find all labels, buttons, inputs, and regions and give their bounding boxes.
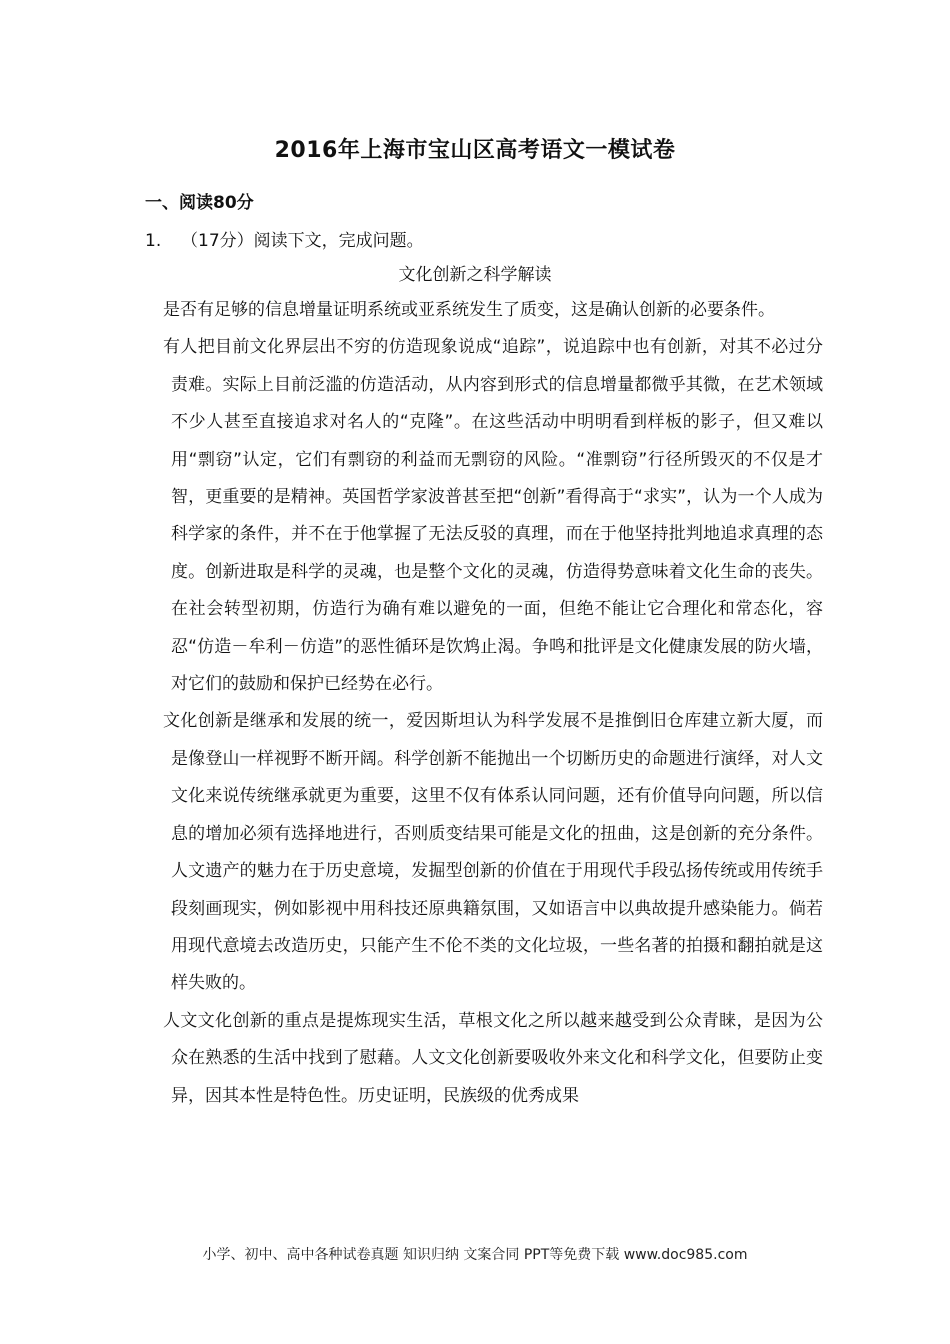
article-body — [163, 292, 823, 1115]
question-line — [145, 226, 424, 251]
article-title: 文化创新之科学解读 — [398, 265, 552, 285]
article-paragraph: 有人把目前文化界层出不穷的仿造现象说成“追踪”，说追踪中也有创新，对其不必过分责难。实际上目前泛滥的仿造活动，从内容到形式的信息增量都微乎其微，在艺术领域不少人甚至直接追求对名人的“克隆”。在这些活动中明明看到样板的影子，但又难以用“剽窃”认定，它们有剽窃的利益而无剽窃的风险。“准剽窃”行径所毁灭的不仅是才智，更重要的是精神。英国哲学家波普甚至把“创新”看得高于“求实”，认为一个人成为科学家的条件，并不在于他掌握了无法反驳的真理，而在于他坚持批判地追求真理的态度。创新进取是科学的灵魂，也是整个文化的灵魂，仿造得势意味着文化生命的丧失。在社会转型初期，仿造行为确有难以避免的一面，但绝不能让它合理化和常态化，容忍“仿造－牟利－仿造”的恶性循环是饮鸩止渴。争鸣和批评是文化健康发展的防火墙，对它们的鼓励和保护已经势在必行。 — [163, 337, 823, 695]
question-text: （17分）阅读下文，完成问题。 — [181, 231, 424, 251]
article-paragraph: 文化创新是继承和发展的统一，爱因斯坦认为科学发展不是推倒旧仓库建立新大厦，而是像登山一样视野不断开阔。科学创新不能抛出一个切断历史的命题进行演绎，对人文文化来说传统继承就更为重要，这里不仅有体系认同问题，还有价值导向问题，所以信息的增加必须有选择地进行，否则质变结果可能是文化的扭曲，这是创新的充分条件。人文遗产的魅力在于历史意境，发掘型创新的价值在于用现代手段弘扬传统或用传统手段刻画现实，例如影视中用科技还原典籍氛围，又如语言中以典故提升感染能力。倘若用现代意境去改造历史，只能产生不伦不类的文化垃圾，一些名著的拍摄和翻拍就是这样失败的。 — [163, 711, 823, 994]
page-title: 2016年上海市宝山区高考语文一模试卷 — [274, 138, 676, 163]
article-paragraph: 人文文化创新的重点是提炼现实生活，草根文化之所以越来越受到公众青睐，是因为公众在熟悉的生活中找到了慰藉。人文文化创新要吸收外来文化和科学文化，但要防止变异，因其本性是特色性。历史证明，民族级的优秀成果 — [163, 1010, 823, 1106]
question-number: 1. — [145, 231, 162, 251]
section-heading: 一、阅读80分 — [145, 193, 254, 213]
article-paragraph: 是否有足够的信息增量证明系统或亚系统发生了质变，这是确认创新的必要条件。 — [163, 300, 775, 320]
page-footer: 小学、初中、高中各种试卷真题 知识归纳 文案合同 PPT等免费下载 www.doc985.com — [202, 1247, 748, 1263]
